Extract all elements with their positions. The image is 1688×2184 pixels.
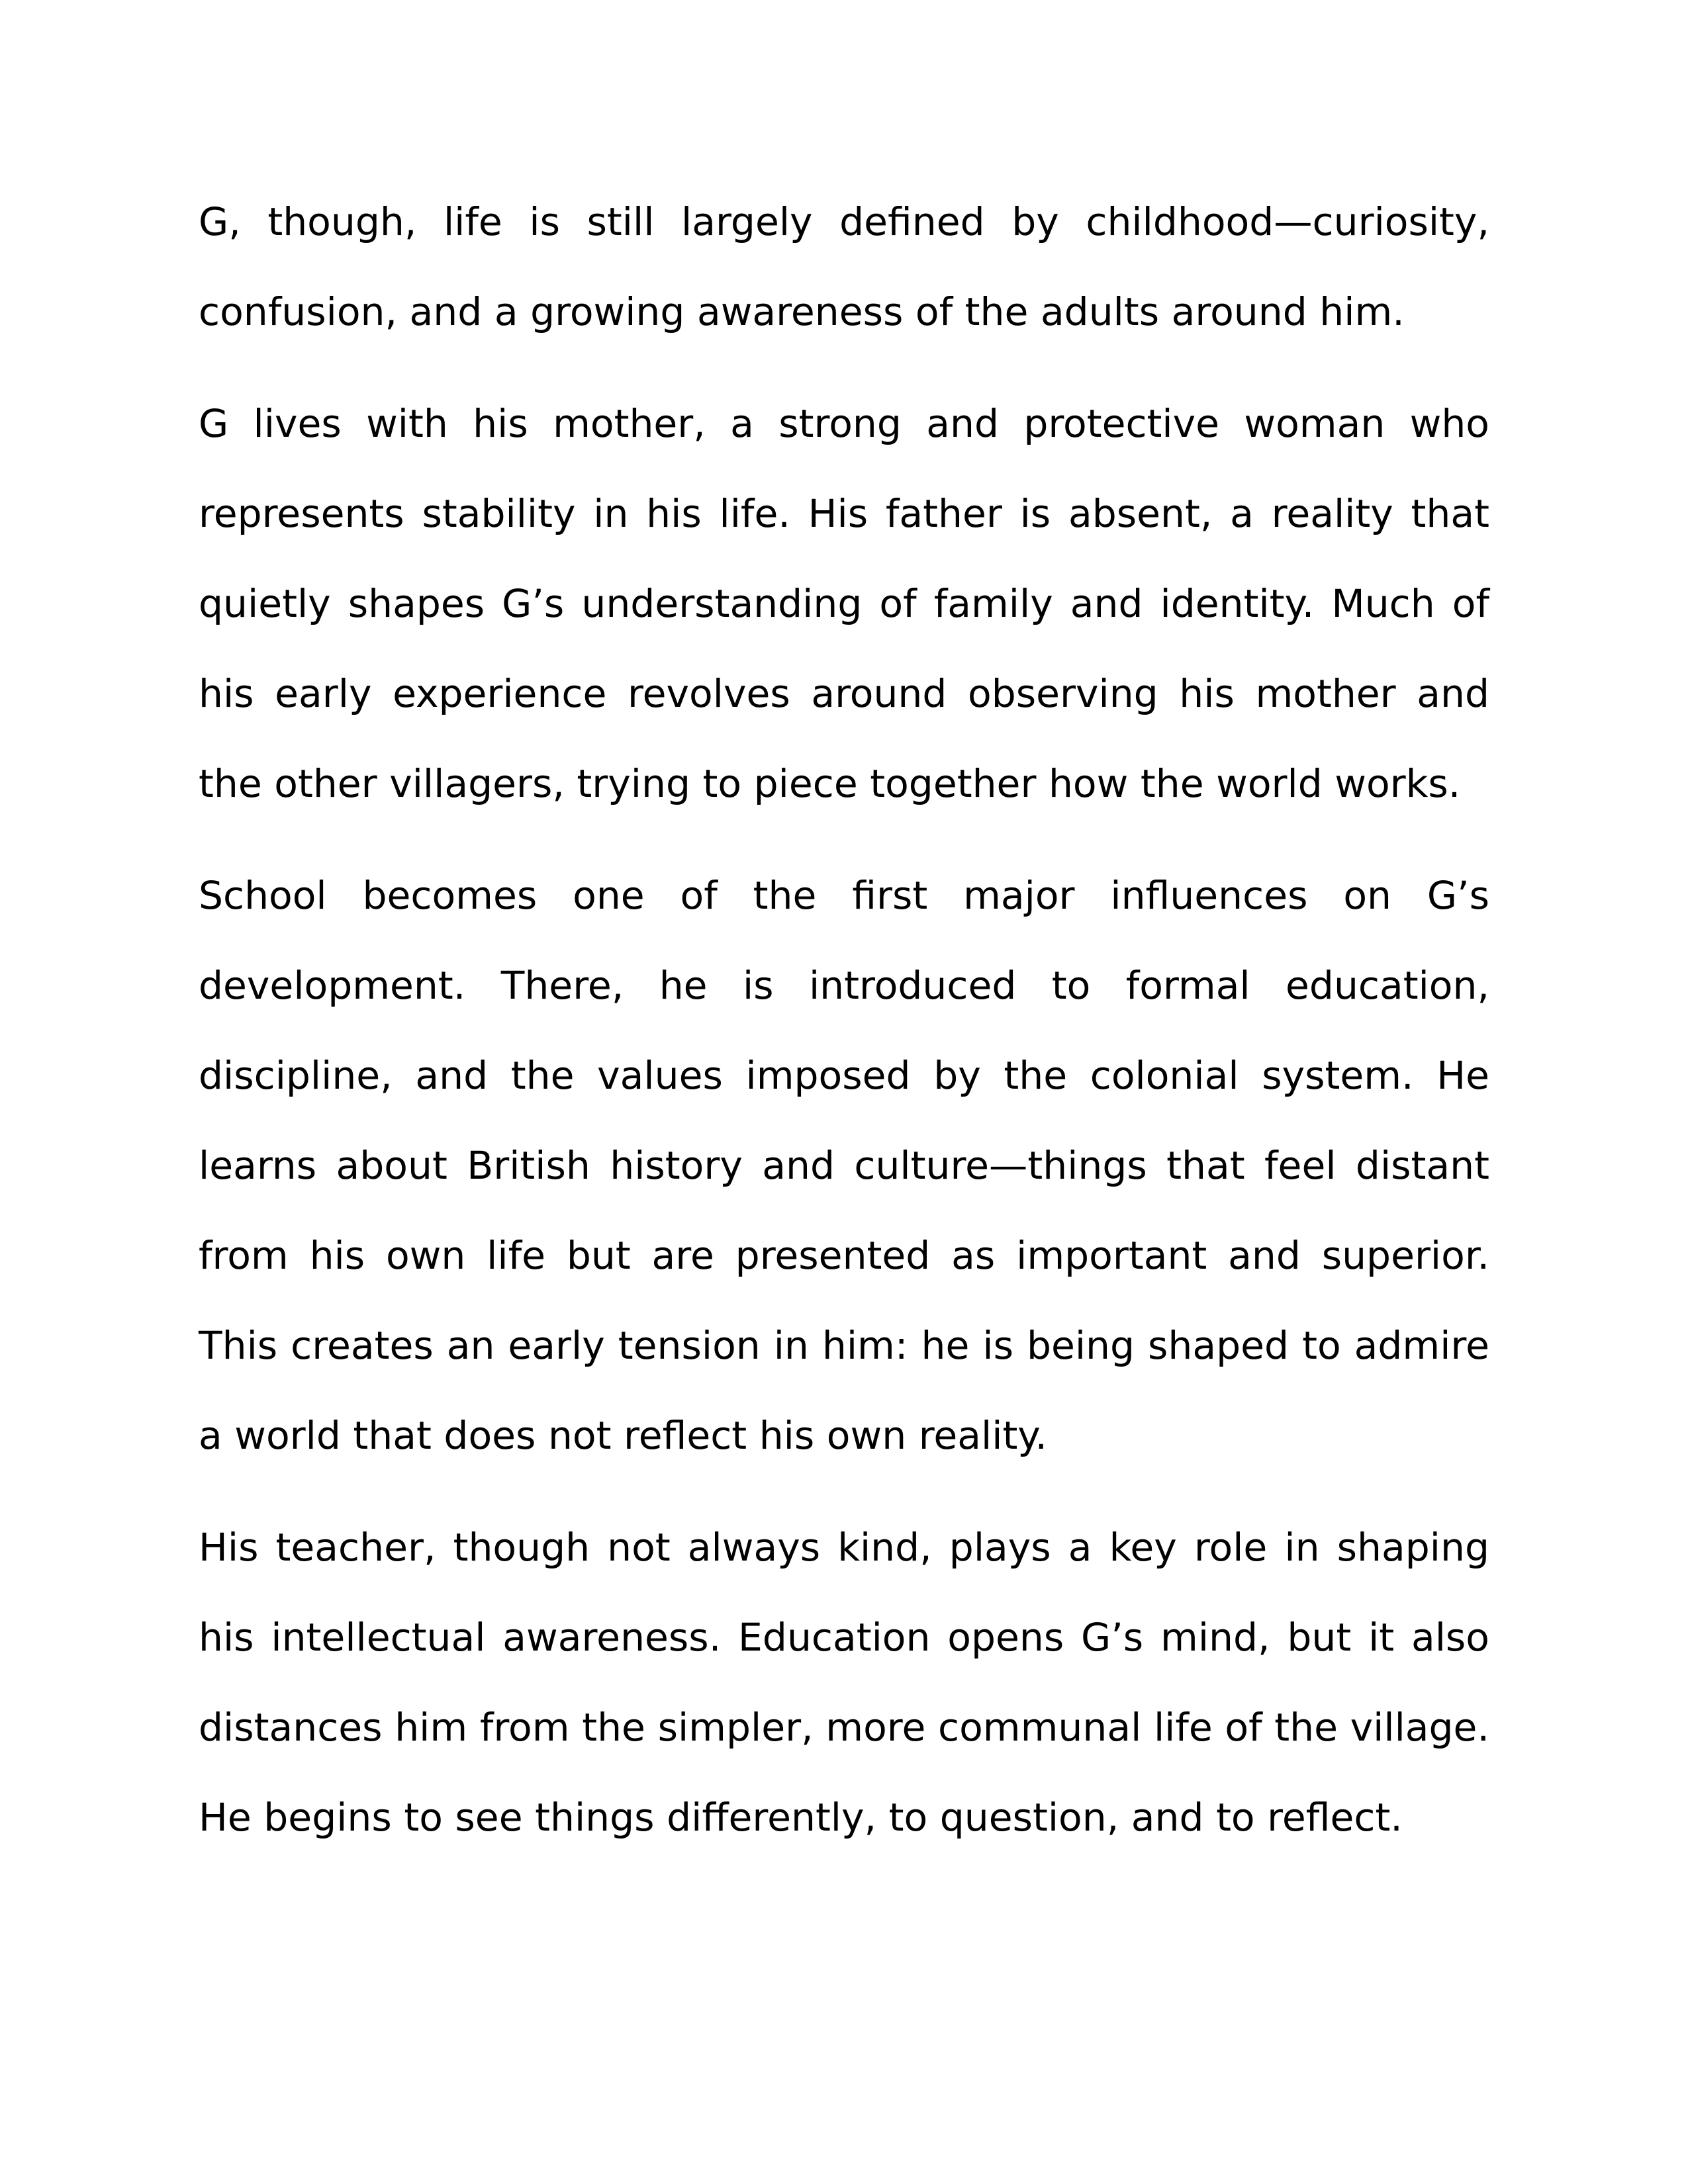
paragraph-school: School becomes one of the first major influences on G’s development. There, he is introduced to formal education, discipline, and the values imposed by the colonial system. He learns about British history and culture—things that feel distant from his own life but are presented as important and superior. This creates an early tension in him: he is being shaped to admire a world that does not reflect his own reality. — [199, 873, 1489, 1458]
paragraph-childhood: G, though, life is still largely defined by childhood—curiosity, confusion, and a growing awareness of the adults around him. — [199, 199, 1489, 334]
paragraph-mother: G lives with his mother, a strong and protective woman who represents stability in his life. His father is absent, a reality that quietly shapes G’s understanding of family and identity. Much of his early experience revolves around observing his mother and the other villagers, trying to piece together how the world works. — [199, 401, 1489, 806]
document-body — [199, 177, 1489, 1884]
paragraph-teacher: His teacher, though not always kind, plays a key role in shaping his intellectual awareness. Education opens G’s mind, but it also distances him from the simpler, more communal life of the village. He begins to see things differently, to question, and to reflect. — [199, 1525, 1489, 1840]
